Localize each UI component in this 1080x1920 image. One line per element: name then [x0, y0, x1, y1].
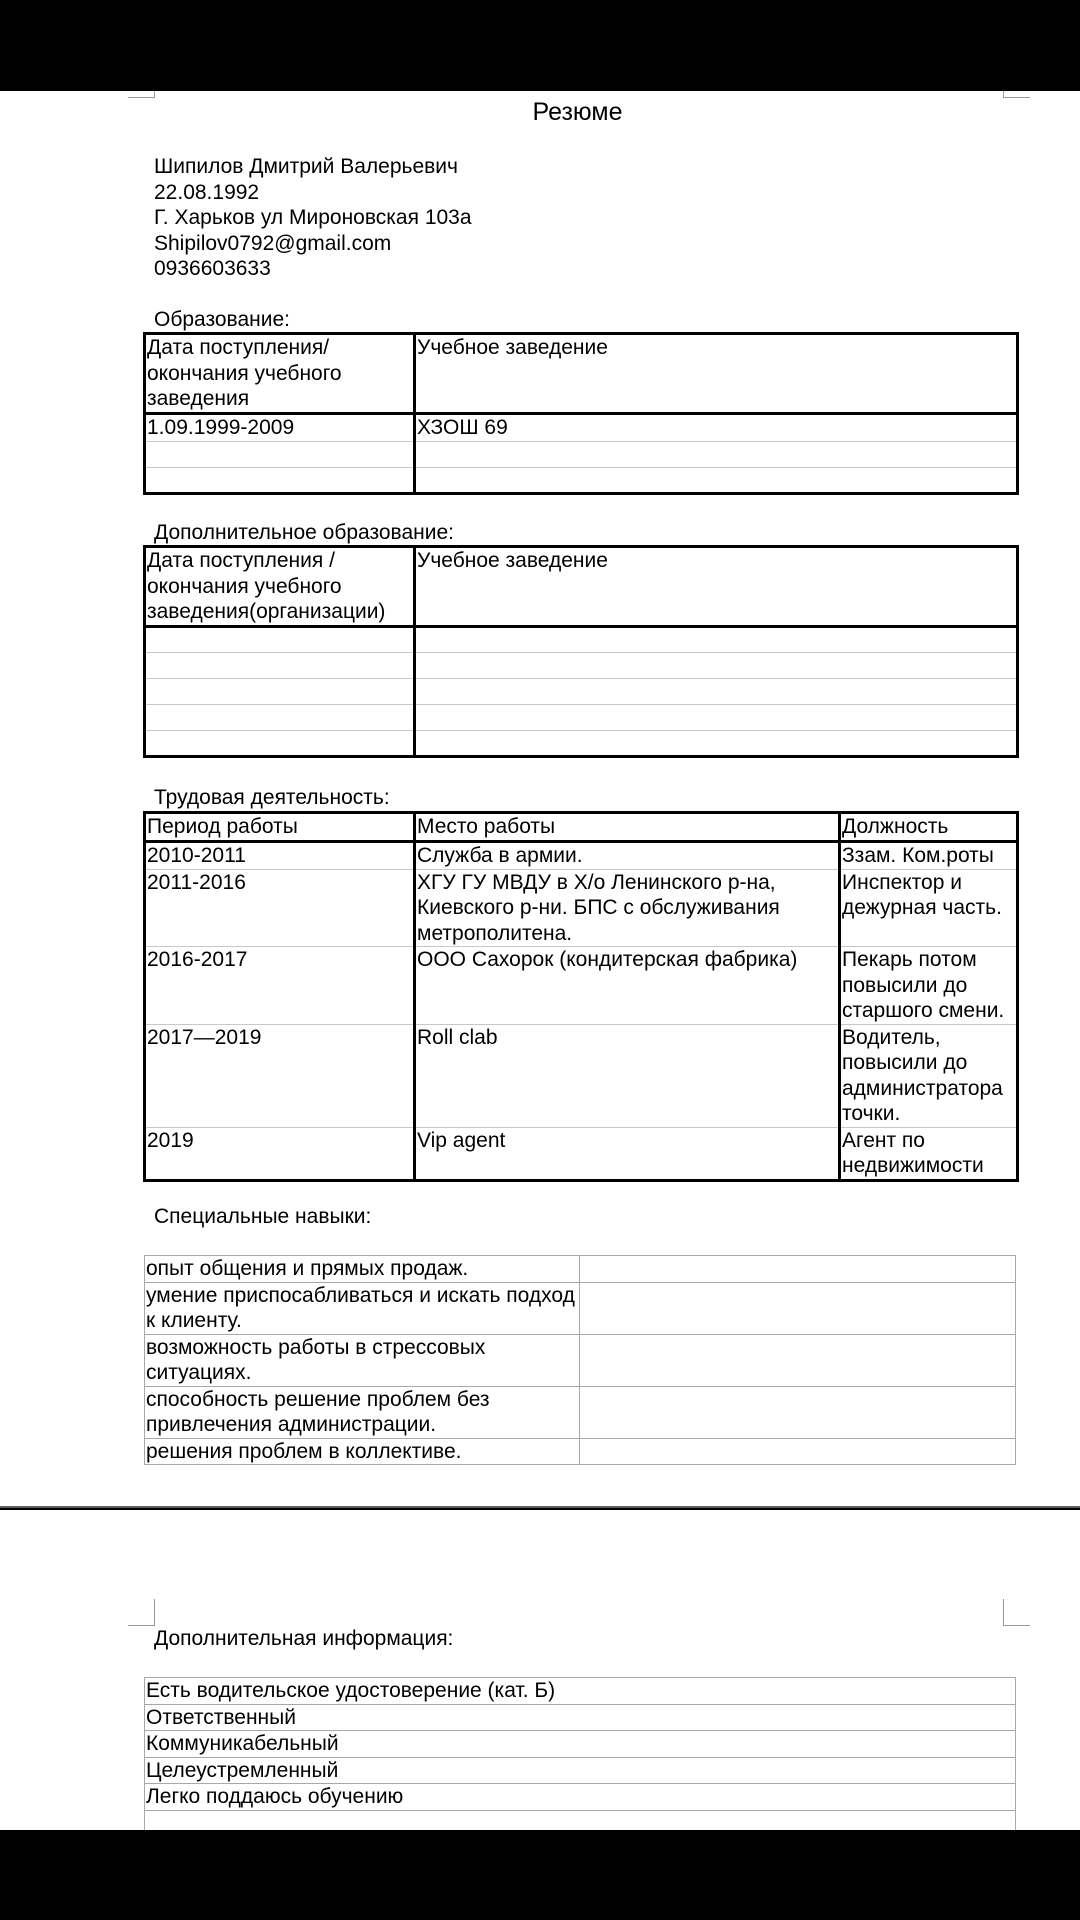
page-corner-marker — [128, 91, 155, 98]
table-cell — [415, 467, 1018, 493]
document-page-2 — [0, 1510, 1080, 1830]
page-edge — [0, 1506, 1080, 1508]
education-table — [143, 332, 1019, 495]
additional-education-col-institution: Учебное заведение — [415, 547, 1018, 627]
table-row — [145, 869, 1018, 947]
table-row — [145, 1127, 1018, 1180]
table-cell — [145, 653, 415, 679]
table-row — [145, 1282, 1016, 1334]
education-heading: Образование: — [154, 308, 290, 331]
table-cell: Служба в армии. — [415, 842, 840, 870]
table-row — [145, 1704, 1016, 1731]
table-header-row — [145, 547, 1018, 627]
table-row — [145, 1757, 1016, 1784]
table-cell: 2019 — [145, 1127, 415, 1180]
document-title: Резюме — [532, 98, 623, 126]
table-cell — [415, 627, 1018, 653]
table-cell: Агент по недвижимости — [840, 1127, 1018, 1180]
table-row — [145, 1386, 1016, 1438]
table-row — [145, 1678, 1016, 1705]
document-page-1 — [0, 91, 1080, 1508]
table-cell — [145, 441, 415, 467]
additional-info-heading: Дополнительная информация: — [154, 1627, 454, 1650]
table-cell — [580, 1438, 1016, 1465]
table-row — [145, 842, 1018, 870]
table-cell: Инспектор и дежурная часть. — [840, 869, 1018, 947]
table-cell — [145, 731, 415, 757]
education-col-institution: Учебное заведение — [415, 334, 1018, 414]
work-col-position: Должность — [840, 813, 1018, 842]
personal-phone: 0936603633 — [154, 257, 271, 280]
table-cell: ХЗОШ 69 — [415, 414, 1018, 442]
skill-item: способность решение проблем без привлечения администрации. — [145, 1386, 580, 1438]
info-item: Целеустремленный — [145, 1757, 1016, 1784]
additional-education-table — [143, 545, 1019, 758]
table-row — [145, 441, 1018, 467]
table-cell — [145, 627, 415, 653]
info-item: Ответственный — [145, 1704, 1016, 1731]
table-row — [145, 1810, 1016, 1830]
table-cell — [580, 1334, 1016, 1386]
skills-table — [144, 1255, 1016, 1465]
table-row — [145, 653, 1018, 679]
table-cell — [145, 679, 415, 705]
table-cell — [415, 731, 1018, 757]
additional-education-col-date: Дата поступления / окончания учебного заведения(организации) — [145, 547, 415, 627]
table-cell — [415, 441, 1018, 467]
personal-email: Shipilov0792@gmail.com — [154, 232, 392, 255]
table-header-row — [145, 334, 1018, 414]
table-row — [145, 1334, 1016, 1386]
table-row — [145, 1731, 1016, 1758]
info-item: Есть водительское удостоверение (кат. Б) — [145, 1678, 1016, 1705]
table-row — [145, 627, 1018, 653]
table-row — [145, 1256, 1016, 1283]
table-cell: Водитель, повысили до администратора точки. — [840, 1024, 1018, 1127]
personal-birth-date: 22.08.1992 — [154, 181, 260, 204]
table-header-row — [145, 813, 1018, 842]
table-row — [145, 947, 1018, 1025]
table-cell: 2017—2019 — [145, 1024, 415, 1127]
table-cell — [145, 705, 415, 731]
work-heading: Трудовая деятельность: — [154, 786, 390, 809]
additional-info-table — [144, 1677, 1016, 1830]
personal-address: Г. Харьков ул Мироновская 103а — [154, 206, 472, 229]
skill-item: решения проблем в коллективе. — [145, 1438, 580, 1465]
table-cell — [580, 1282, 1016, 1334]
table-cell: 2010-2011 — [145, 842, 415, 870]
skill-item: опыт общения и прямых продаж. — [145, 1256, 580, 1283]
page-corner-marker — [128, 1599, 155, 1626]
table-row — [145, 731, 1018, 757]
table-cell: Vip agent — [415, 1127, 840, 1180]
table-cell — [415, 679, 1018, 705]
table-cell — [415, 705, 1018, 731]
personal-name: Шипилов Дмитрий Валерьевич — [154, 155, 458, 178]
table-cell: Пекарь потом повысили до старшого смени. — [840, 947, 1018, 1025]
table-cell — [580, 1256, 1016, 1283]
info-item — [145, 1810, 1016, 1830]
table-cell: 2011-2016 — [145, 869, 415, 947]
work-col-period: Период работы — [145, 813, 415, 842]
additional-education-heading: Дополнительное образование: — [154, 521, 454, 544]
page-corner-marker — [1003, 91, 1030, 98]
info-item: Коммуникабельный — [145, 1731, 1016, 1758]
table-row — [145, 467, 1018, 493]
table-row — [145, 1024, 1018, 1127]
table-row — [145, 1438, 1016, 1465]
table-cell: ООО Сахорок (кондитерская фабрика) — [415, 947, 840, 1025]
page-corner-marker — [1003, 1599, 1030, 1626]
work-col-place: Место работы — [415, 813, 840, 842]
table-cell: Roll clab — [415, 1024, 840, 1127]
table-cell: ХГУ ГУ МВДУ в Х/о Ленинского р-на, Киевского р-ни. БПС с обслуживания метрополитена. — [415, 869, 840, 947]
skills-heading: Специальные навыки: — [154, 1205, 372, 1228]
work-table — [143, 811, 1019, 1182]
table-row — [145, 679, 1018, 705]
table-cell: Ззам. Ком.роты — [840, 842, 1018, 870]
table-row — [145, 705, 1018, 731]
education-col-date: Дата поступления/окончания учебного заведения — [145, 334, 415, 414]
table-cell: 1.09.1999-2009 — [145, 414, 415, 442]
table-cell — [145, 467, 415, 493]
table-cell — [415, 653, 1018, 679]
table-row — [145, 414, 1018, 442]
info-item: Легко поддаюсь обучению — [145, 1784, 1016, 1811]
table-cell — [580, 1386, 1016, 1438]
skill-item: возможность работы в стрессовых ситуациях. — [145, 1334, 580, 1386]
table-row — [145, 1784, 1016, 1811]
skill-item: умение приспосабливаться и искать подход к клиенту. — [145, 1282, 580, 1334]
table-cell: 2016-2017 — [145, 947, 415, 1025]
